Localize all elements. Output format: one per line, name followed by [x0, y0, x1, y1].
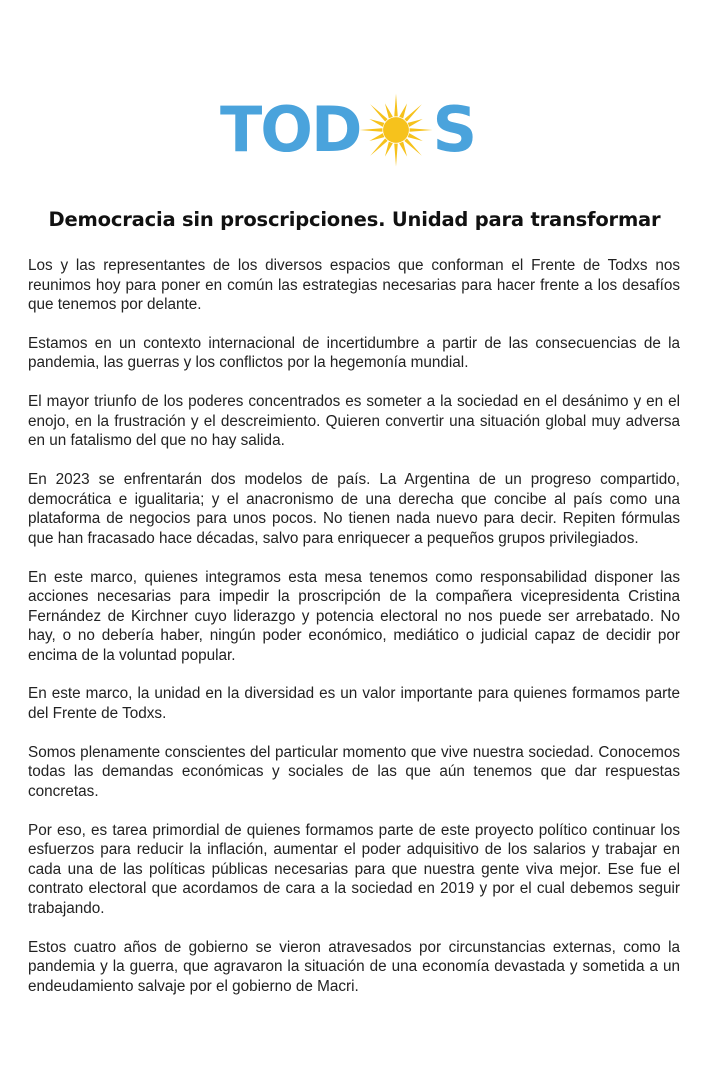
logo-text-right: S — [432, 93, 476, 166]
document-body — [28, 256, 680, 1016]
logo-text-left: TOD — [220, 93, 361, 166]
todos-logo — [220, 92, 480, 168]
paragraph: En este marco, quienes integramos esta mesa tenemos como responsabilidad disponer las acciones necesarias para impedir la proscripción de la compañera vicepresidenta Cristina Fernández de Kirchner cuyo liderazgo y potencia electoral no nos puede ser arrebatado. No hay, o no debería haber, ningún poder económico, mediático o judicial capaz de decidir por encima de la voluntad popular. — [28, 568, 680, 664]
paragraph: Estos cuatro años de gobierno se vieron atravesados por circunstancias externas, como la pandemia y la guerra, que agravaron la situación de una economía devastada y sometida a un endeudamiento salvaje por el gobierno de Macri. — [28, 938, 680, 995]
document-title: Democracia sin proscripciones. Unidad para transformar — [48, 208, 661, 231]
paragraph: En este marco, la unidad en la diversidad es un valor importante para quienes formamos parte del Frente de Todxs. — [28, 685, 680, 722]
paragraph: El mayor triunfo de los poderes concentrados es someter a la sociedad en el desánimo y en el enojo, en la frustración y el descreimiento. Quieren convertir una situación global muy adversa en un fatalismo del que no hay salida. — [28, 393, 680, 450]
paragraph: En 2023 se enfrentarán dos modelos de país. La Argentina de un progreso compartido, democrática e igualitaria; y el anacronismo de una derecha que concibe al país como una plataforma de negocios para unos pocos. No tienen nada nuevo para decir. Repiten fórmulas que han fracasado hace décadas, salvo para enriquecer a pequeños grupos privilegiados. — [28, 471, 680, 547]
paragraph: Estamos en un contexto internacional de incertidumbre a partir de las consecuencias de la pandemia, las guerras y los conflictos por la hegemonía mundial. — [28, 334, 680, 372]
sun-icon — [358, 92, 434, 168]
paragraph: Somos plenamente conscientes del particular momento que vive nuestra sociedad. Conocemos todas las demandas económicas y sociales de las que aún tenemos que dar respuestas concretas. — [28, 743, 680, 800]
paragraph: Los y las representantes de los diversos espacios que conforman el Frente de Todxs nos reunimos hoy para poner en común las estrategias necesarias para hacer frente a los desafíos que tenemos por delante. — [28, 257, 680, 313]
paragraph: Por eso, es tarea primordial de quienes formamos parte de este proyecto político continuar los esfuerzos para reducir la inflación, aumentar el poder adquisitivo de los salarios y trabajar en cada una de las políticas públicas necesarias para que nuestra gente viva mejor. Ese fue el contrato electoral que acordamos de cara a la sociedad en 2019 y por el cual debemos seguir trabajando. — [28, 821, 680, 917]
